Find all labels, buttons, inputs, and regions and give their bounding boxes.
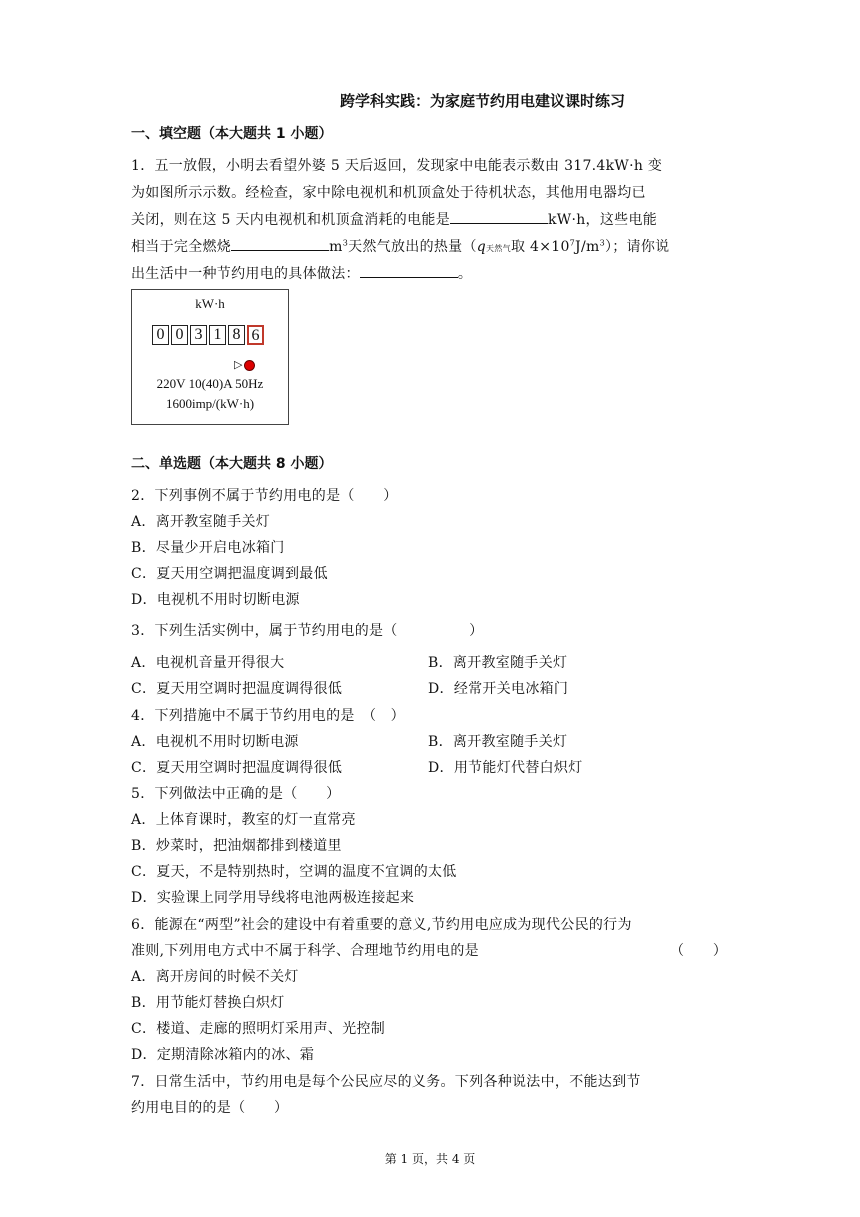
q1-q-unit: J/m (575, 239, 600, 255)
answer-blank-method[interactable] (360, 263, 458, 278)
q5-option-c[interactable]: C．夏天，不是特别热时，空调的温度不宜调的太低 (131, 864, 457, 880)
q4-stem: 4．下列措施中不属于节约用电的是 （ ） (131, 708, 405, 724)
q1-unit-exp: 3 (342, 238, 349, 248)
q1-q-unit-exp: 3 (599, 238, 605, 248)
q1-q-subscript: 天然气 (486, 244, 511, 253)
q4-option-c[interactable]: C．夏天用空调时把温度调得很低 (131, 760, 343, 776)
q1-q-symbol: q (476, 239, 487, 255)
q1-line-5-end: 。 (457, 266, 473, 282)
q1-line-4-text: 相当于完全燃烧 (131, 239, 232, 255)
q1-unit-m: m (329, 239, 343, 255)
meter-digit: 0 (152, 325, 169, 345)
document-title: 跨学科实践：为家庭节约用电建议课时练习 (340, 92, 626, 110)
meter-unit-label: kW·h (195, 296, 225, 311)
answer-blank-energy[interactable] (450, 209, 548, 224)
q1-line-3-unit: kW·h，这些电能 (548, 212, 658, 228)
q6-answer-paren: （ ） (670, 943, 728, 959)
section-heading-single-choice: 二、单选题（本大题共 8 小题） (131, 456, 333, 472)
q5-option-b[interactable]: B．炒菜时，把油烟都排到楼道里 (131, 838, 342, 854)
q6-option-a[interactable]: A．离开房间的时候不关灯 (131, 969, 299, 985)
q6-stem-line-2: 准则,下列用电方式中不属于科学、合理地节约用电的是 (131, 943, 479, 959)
q1-q-value: 取 4×10 (510, 239, 570, 255)
q1-line-5-text: 出生活中一种节约用电的具体做法： (131, 266, 360, 282)
q2-option-d[interactable]: D．电视机不用时切断电源 (131, 592, 300, 608)
q2-option-a[interactable]: A．离开教室随手关灯 (131, 514, 271, 530)
q7-stem-line-2: 约用电目的的是（ ） (131, 1100, 289, 1116)
q1-line-4-end: ）；请你说 (604, 239, 670, 255)
q6-option-c[interactable]: C．楼道、走廊的照明灯采用声、光控制 (131, 1021, 386, 1037)
q1-line-3-text: 关闭，则在这 5 天内电视机和机顶盒消耗的电能是 (131, 212, 451, 228)
q3-option-a[interactable]: A．电视机音量开得很大 (131, 655, 285, 671)
q5-option-a[interactable]: A．上体育课时，教室的灯一直常亮 (131, 812, 356, 828)
q1-line-4-mid: 天然气放出的热量（ (348, 239, 477, 255)
triangle-icon: ▷ (234, 359, 243, 371)
meter-spec-rating: 220V 10(40)A 50Hz (156, 376, 264, 391)
q3-option-d[interactable]: D．经常开关电冰箱门 (428, 681, 569, 697)
q1-line-5 (131, 263, 472, 283)
q2-stem: 2．下列事例不属于节约用电的是（ ） (131, 488, 398, 504)
q6-option-b[interactable]: B．用节能灯替换白炽灯 (131, 995, 285, 1011)
meter-digit: 0 (171, 325, 188, 345)
meter-digit: 1 (209, 325, 226, 345)
q1-line-3 (131, 209, 657, 229)
q6-stem-line-1: 6．能源在“两型”社会的建设中有着重要的意义,节约用电应成为现代公民的行为 (131, 917, 632, 933)
meter-digit: 3 (190, 325, 207, 345)
q3-option-b[interactable]: B．离开教室随手关灯 (428, 655, 568, 671)
q5-option-d[interactable]: D．实验课上同学用导线将电池两极连接起来 (131, 890, 415, 906)
indicator-light-icon (244, 360, 255, 371)
meter-digit-row (152, 325, 266, 345)
q7-stem-line-1: 7．日常生活中，节约用电是每个公民应尽的义务。下列各种说法中，不能达到节 (131, 1074, 641, 1090)
q4-option-a[interactable]: A．电视机不用时切断电源 (131, 734, 299, 750)
energy-meter-figure (131, 289, 289, 425)
answer-blank-volume[interactable] (231, 236, 329, 251)
meter-indicator (234, 358, 255, 371)
meter-spec-constant: 1600imp/(kW·h) (165, 396, 255, 411)
meter-digit: 8 (228, 325, 245, 345)
meter-digit-decimal: 6 (247, 325, 264, 345)
q1-line-1: 1．五一放假，小明去看望外婆 5 天后返回，发现家中电能表示数由 317.4kW·h 变 (131, 158, 663, 174)
q2-option-c[interactable]: C．夏天用空调把温度调到最低 (131, 566, 328, 582)
q1-line-2: 为如图所示示数。经检查，家中除电视机和机顶盒处于待机状态，其他用电器均已 (131, 185, 646, 201)
section-heading-fill-in: 一、填空题（本大题共 1 小题） (131, 126, 333, 142)
q6-option-d[interactable]: D．定期清除冰箱内的冰、霜 (131, 1047, 315, 1063)
q1-line-4 (131, 236, 669, 256)
q4-option-d[interactable]: D．用节能灯代替白炽灯 (428, 760, 583, 776)
q1-q-exp: 7 (569, 238, 576, 248)
q4-option-b[interactable]: B．离开教室随手关灯 (428, 734, 568, 750)
q3-stem: 3．下列生活实例中，属于节约用电的是（ ） (131, 623, 484, 639)
q2-option-b[interactable]: B．尽量少开启电冰箱门 (131, 540, 285, 556)
q5-stem: 5．下列做法中正确的是（ ） (131, 786, 341, 802)
page-footer: 第 1 页，共 4 页 (384, 1152, 476, 1166)
q3-option-c[interactable]: C．夏天用空调时把温度调得很低 (131, 681, 343, 697)
